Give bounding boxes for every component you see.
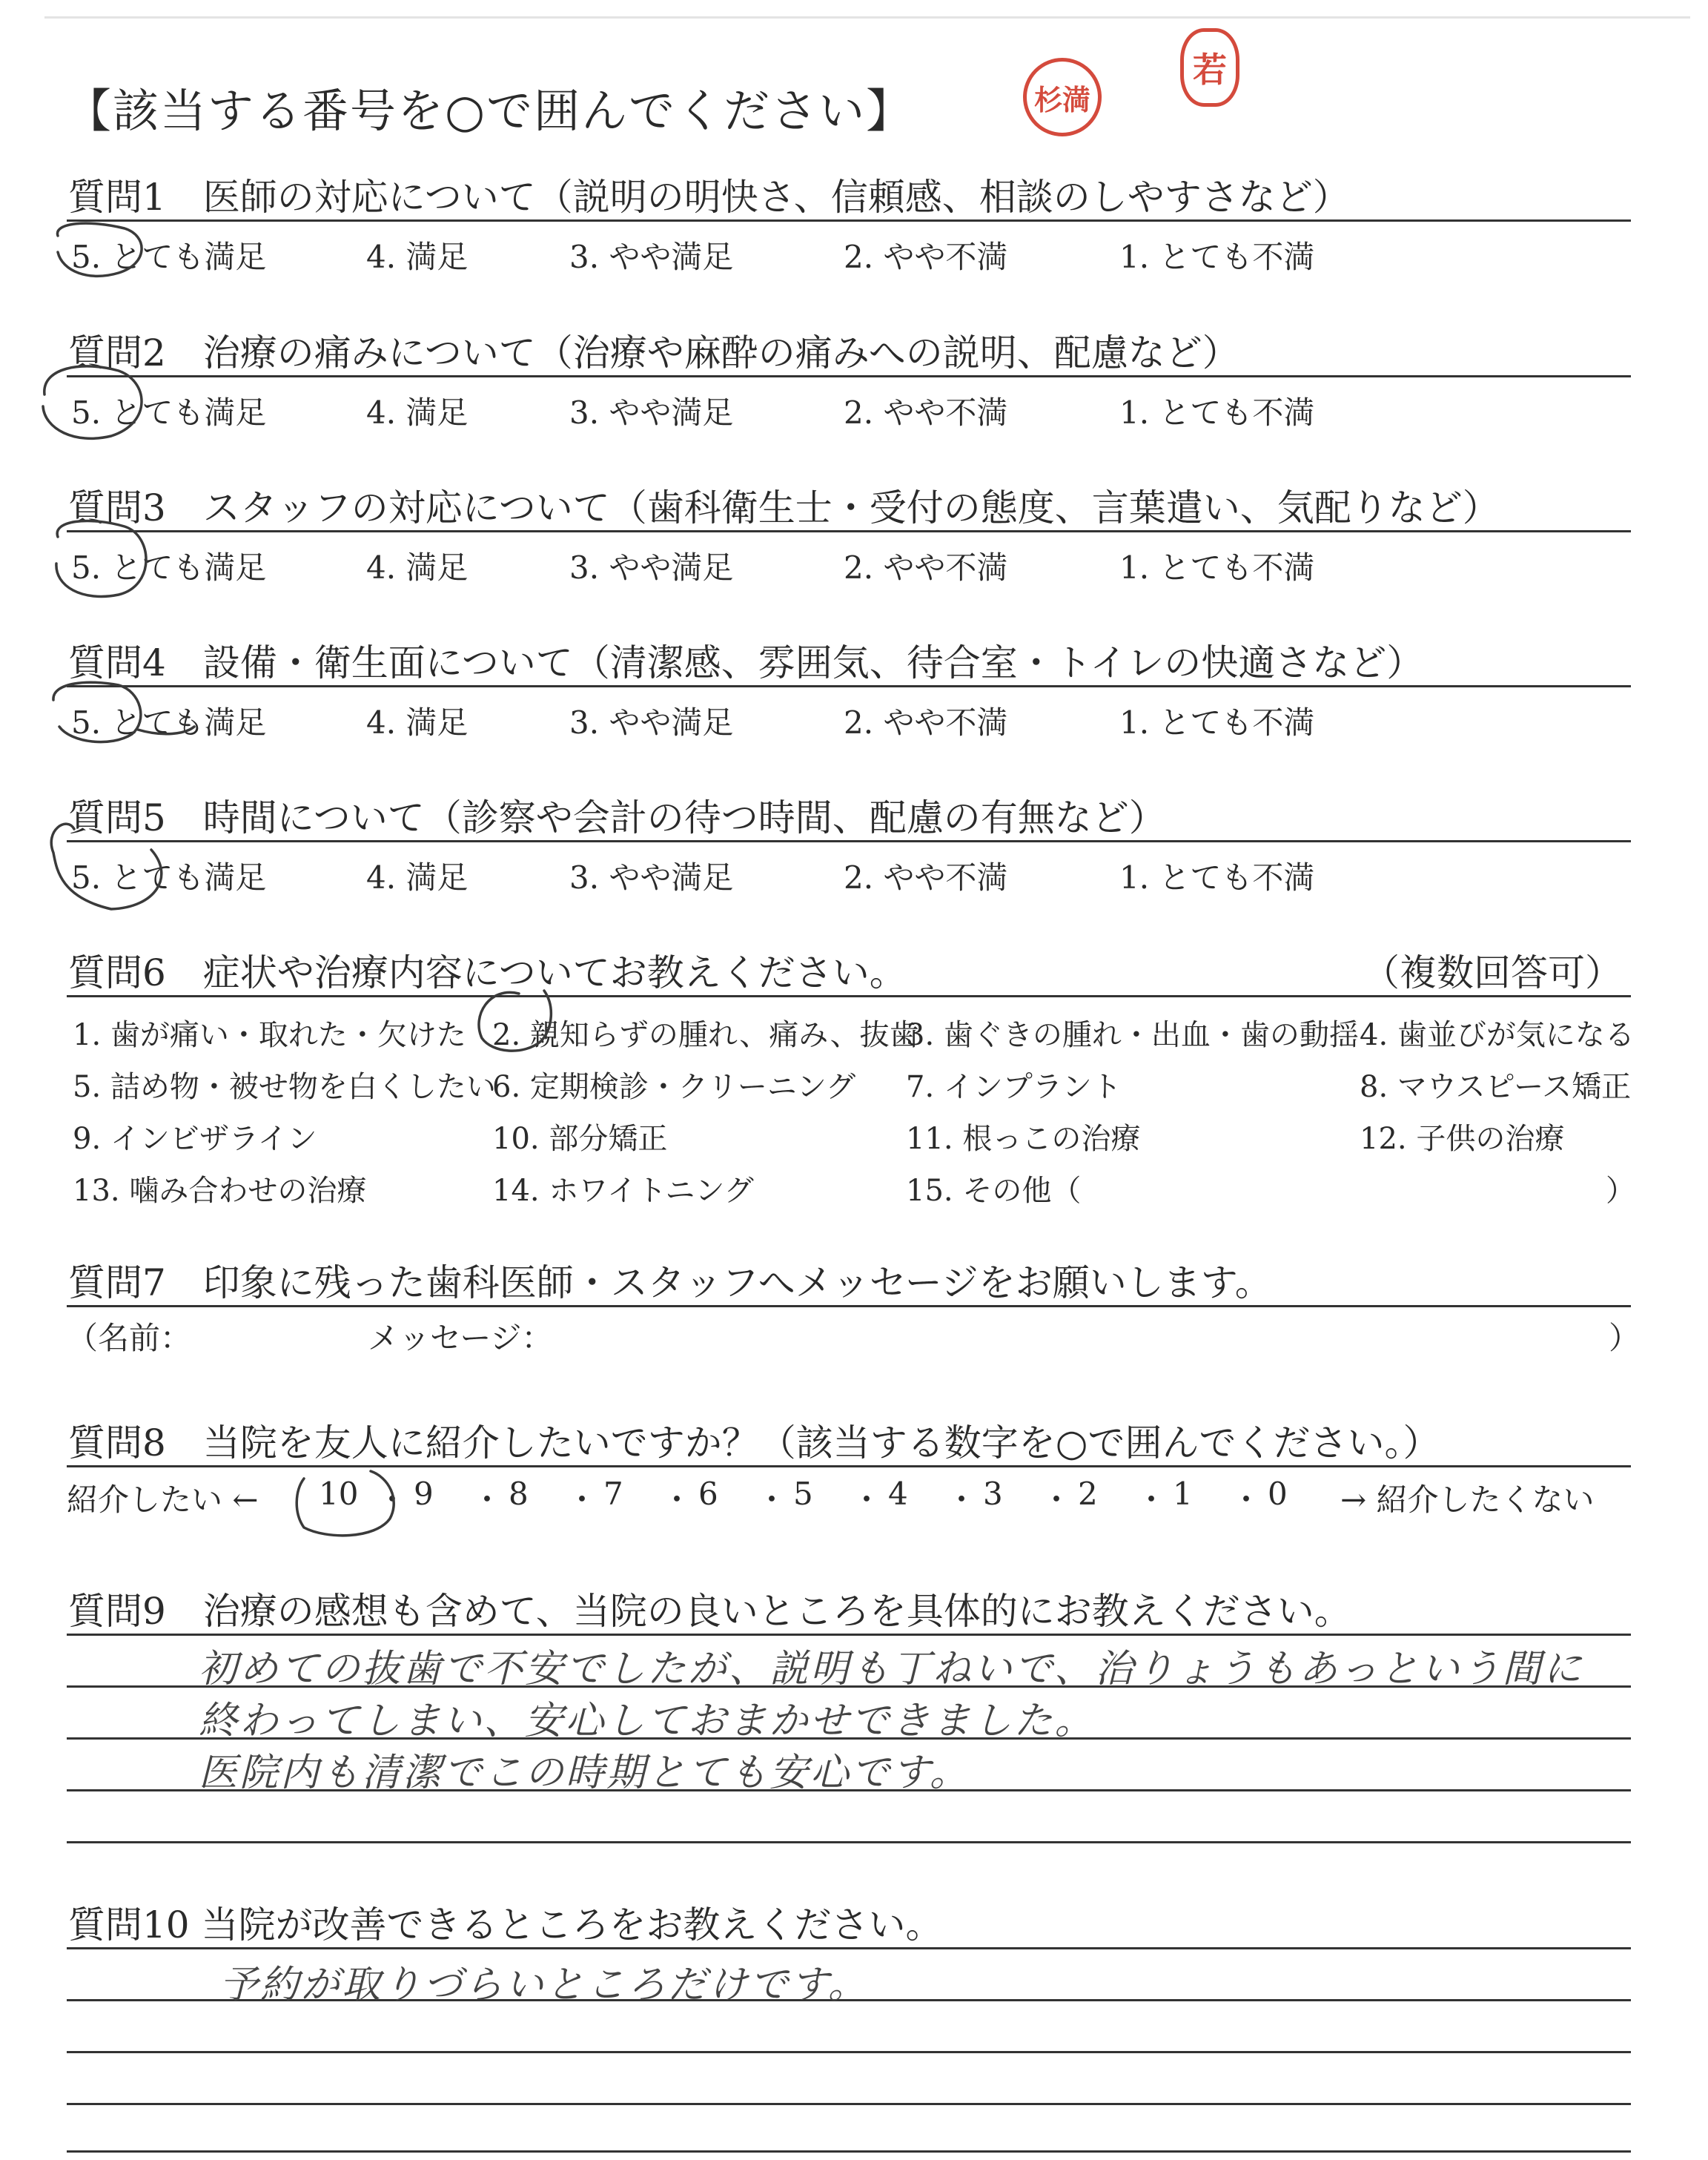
q8-scale-separator: ・ [1041, 1482, 1073, 1518]
q5-option-3[interactable]: 3. やや満足 [569, 859, 734, 896]
q7-rule [67, 1305, 1631, 1307]
q6-rule [67, 995, 1631, 997]
top-rule [44, 16, 1690, 19]
q1-option-4[interactable]: 4. 満足 [366, 239, 469, 275]
q8-scale-1[interactable]: 1 [1173, 1476, 1193, 1512]
q8-scale-6[interactable]: 6 [698, 1476, 718, 1512]
q6-title: 質問6 症状や治療内容についてお教えください。 [68, 951, 907, 994]
q7-close: ） [1609, 1320, 1641, 1356]
q3-option-2[interactable]: 2. やや不満 [844, 549, 1008, 586]
q10-rule-0 [67, 1947, 1631, 1949]
q1-option-1[interactable]: 1. とても不満 [1119, 239, 1315, 275]
q10-rule-4 [67, 2150, 1631, 2153]
q2-option-3[interactable]: 3. やや満足 [569, 394, 734, 431]
q4-option-2[interactable]: 2. やや不満 [844, 704, 1008, 741]
q1-title: 質問1 医師の対応について（説明の明快さ、信頼感、相談のしやすさなど） [68, 176, 1350, 219]
q8-scale-8[interactable]: 8 [509, 1476, 529, 1512]
q8-scale-separator: ・ [1231, 1482, 1262, 1518]
q8-scale-5[interactable]: 5 [793, 1476, 813, 1512]
q8-scale-separator: ・ [756, 1482, 788, 1518]
q4-option-1[interactable]: 1. とても不満 [1119, 704, 1315, 741]
q9-title: 質問9 治療の感想も含めて、当院の良いところを具体的にお教えください。 [68, 1590, 1351, 1633]
q6-note: （複数回答可） [1363, 951, 1622, 994]
q8-right-label: → 紹介したくない [1340, 1482, 1595, 1518]
q6-option-4[interactable]: 4. 歯並びが気になる [1360, 1018, 1635, 1052]
q2-option-2[interactable]: 2. やや不満 [844, 394, 1008, 431]
q2-option-1[interactable]: 1. とても不満 [1119, 394, 1315, 431]
q1-option-3[interactable]: 3. やや満足 [569, 239, 734, 275]
q4-option-5[interactable]: 5. とても満足 [71, 704, 267, 741]
q6-option-10[interactable]: 10. 部分矯正 [492, 1122, 668, 1156]
q3-rule [67, 530, 1631, 532]
q8-scale-separator: ・ [1136, 1482, 1168, 1518]
q1-rule [67, 219, 1631, 222]
q6-option-13[interactable]: 13. 噛み合わせの治療 [73, 1174, 367, 1208]
q5-option-1[interactable]: 1. とても不満 [1119, 859, 1315, 896]
q5-rule [67, 840, 1631, 842]
q8-scale-3[interactable]: 3 [983, 1476, 1003, 1512]
q1-option-5[interactable]: 5. とても満足 [71, 239, 267, 275]
q6-option-8[interactable]: 8. マウスピース矯正 [1360, 1070, 1632, 1104]
q7-title: 質問7 印象に残った歯科医師・スタッフへメッセージをお願いします。 [68, 1261, 1272, 1304]
q6-option-1[interactable]: 1. 歯が痛い・取れた・欠けた [73, 1018, 466, 1052]
q7-message-label: メッセージ： [368, 1320, 553, 1356]
q3-option-3[interactable]: 3. やや満足 [569, 549, 734, 586]
q7-name-label: （名前： [67, 1320, 192, 1356]
q8-title: 質問8 当院を友人に紹介したいですか？（該当する数字を○で囲んでください。） [68, 1421, 1440, 1464]
q3-option-4[interactable]: 4. 満足 [366, 549, 469, 586]
q2-option-4[interactable]: 4. 満足 [366, 394, 469, 431]
q6-option-6[interactable]: 6. 定期検診・クリーニング [492, 1070, 856, 1104]
q5-option-4[interactable]: 4. 満足 [366, 859, 469, 896]
q3-option-5[interactable]: 5. とても満足 [71, 549, 267, 586]
q6-option-5[interactable]: 5. 詰め物・被せ物を白くしたい [73, 1070, 496, 1104]
q8-scale [319, 1476, 1312, 1520]
q4-option-4[interactable]: 4. 満足 [366, 704, 469, 741]
q10-title: 質問10 当院が改善できるところをお教えください。 [68, 1903, 943, 1946]
q2-option-5[interactable]: 5. とても満足 [71, 394, 267, 431]
q6-option-15[interactable]: 15. その他（ [906, 1174, 1082, 1208]
q1-option-2[interactable]: 2. やや不満 [844, 239, 1008, 275]
q6-other-close: ） [1606, 1174, 1635, 1208]
q6-option-7[interactable]: 7. インプラント [906, 1070, 1122, 1104]
q4-title: 質問4 設備・衛生面について（清潔感、雰囲気、待合室・トイレの快適さなど） [68, 641, 1424, 684]
q2-title: 質問2 治療の痛みについて（治療や麻酔の痛みへの説明、配慮など） [68, 331, 1239, 374]
q8-scale-separator: ・ [566, 1482, 598, 1518]
q9-rule-4 [67, 1841, 1631, 1843]
q9-answer-line-1: 初めての抜歯で不安でしたが、説明も丁ねいで、治りょうもあっという間に [199, 1647, 1584, 1691]
seal-stamp: 杉満 [1023, 58, 1102, 136]
q6-option-11[interactable]: 11. 根っこの治療 [906, 1122, 1141, 1156]
q3-option-1[interactable]: 1. とても不満 [1119, 549, 1315, 586]
q6-option-2[interactable]: 2. 親知らずの腫れ、痛み、抜歯 [492, 1018, 919, 1052]
q3-title: 質問3 スタッフの対応について（歯科衛生士・受付の態度、言葉遣い、気配りなど） [68, 486, 1500, 529]
q8-scale-10[interactable]: 10 [319, 1476, 359, 1512]
q6-option-14[interactable]: 14. ホワイトニング [492, 1174, 754, 1208]
q5-option-5[interactable]: 5. とても満足 [71, 859, 267, 896]
q8-scale-separator: ・ [661, 1482, 693, 1518]
approval-stamp: 若 [1180, 28, 1239, 107]
q10-rule-2 [67, 2051, 1631, 2053]
q6-option-12[interactable]: 12. 子供の治療 [1360, 1122, 1565, 1156]
q10-answer-line-1: 予約が取りづらいところだけです。 [219, 1963, 869, 2007]
q8-scale-7[interactable]: 7 [603, 1476, 623, 1512]
q2-rule [67, 375, 1631, 377]
page-heading: 【該当する番号を○で囲んでください】 [65, 84, 914, 138]
q9-answer-line-2: 終わってしまい、安心しておまかせできました。 [199, 1699, 1096, 1743]
q6-option-3[interactable]: 3. 歯ぐきの腫れ・出血・歯の動揺 [906, 1018, 1359, 1052]
q9-answer-line-3: 医院内も清潔でこの時期とても安心です。 [199, 1751, 970, 1795]
q5-title: 質問5 時間について（診察や会計の待つ時間、配慮の有無など） [68, 796, 1166, 839]
q8-scale-separator: ・ [946, 1482, 978, 1518]
q8-scale-separator: ・ [851, 1482, 883, 1518]
q8-scale-4[interactable]: 4 [888, 1476, 908, 1512]
q4-option-3[interactable]: 3. やや満足 [569, 704, 734, 741]
q4-rule [67, 685, 1631, 687]
q8-scale-2[interactable]: 2 [1078, 1476, 1098, 1512]
q8-scale-separator: ・ [471, 1482, 503, 1518]
q8-rule [67, 1465, 1631, 1467]
q6-option-9[interactable]: 9. インビザライン [73, 1122, 317, 1156]
q9-rule-0 [67, 1634, 1631, 1636]
q8-scale-0[interactable]: 0 [1268, 1476, 1288, 1512]
q10-rule-3 [67, 2103, 1631, 2105]
q5-option-2[interactable]: 2. やや不満 [844, 859, 1008, 896]
q8-scale-9[interactable]: 9 [414, 1476, 434, 1512]
q8-scale-separator: ・ [377, 1482, 408, 1518]
q8-left-label: 紹介したい ← [67, 1482, 259, 1518]
